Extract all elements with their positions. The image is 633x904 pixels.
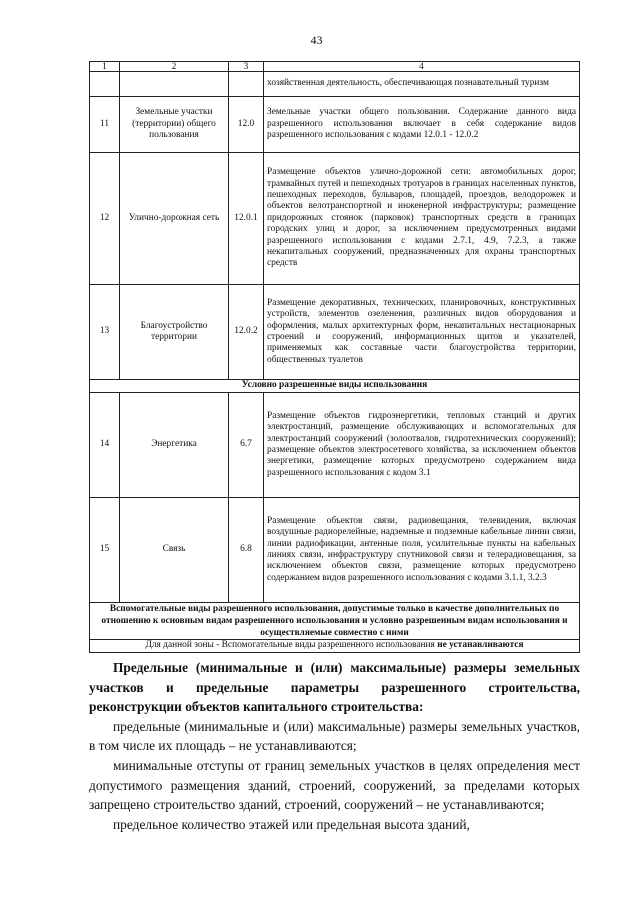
aux-section-title: Вспомогательные виды разрешенного использования, допустимые только в качестве дополнительных по отношению к основным видам разрешенного использования и условно разрешенным видам использования и осуществляемые совместно с ними <box>90 603 580 640</box>
table-row-continued <box>90 72 580 97</box>
row-desc-cell: Размещение объектов связи, радиовещания, телевидения, включая воздушные радиорелейные, надземные и подземные кабельные линии связи, линии радиофикации, антенные поля, усилительные пункты на кабельных линиях связи, инфраструктуру спутниковой связи и телерадиовещания, за исключением объектов связи, размещение которых предусмотрено содержанием видов разрешенного использования с кодами 3.1.1, 3.2.3 <box>264 498 580 603</box>
row-name-cell: Связь <box>120 498 229 603</box>
land-use-table <box>89 61 580 653</box>
row-desc-cell: Размещение объектов улично-дорожной сети: автомобильных дорог, трамвайных путей и пешеходных тротуаров в границах населенных пунктов, пешеходных переходов, бульваров, площадей, проездов, велодорожек и объектов велотранспортной и инженерной инфраструктуры; размещение придорожных стоянок (парковок) транспортных средств в границах городских улиц и дорог, за исключением предусмотренных видами разрешенного использования с кодами 2.7.1, 4.9, 7.2.3, а также некапитальных сооружений, предназначенных для охраны транспортных средств <box>264 153 580 285</box>
row-name-cell: Земельные участки (территории) общего пользования <box>120 97 229 153</box>
paragraph-setbacks: минимальные отступы от границ земельных участков в целях определения мест допустимого размещения зданий, строений, сооружений, за пределами которых запрещено строительство зданий, строений, сооружений – не устанавливаются; <box>89 757 580 813</box>
row-num-cell: 13 <box>90 285 120 380</box>
page-number: 43 <box>310 33 323 47</box>
table-row-11 <box>90 97 580 153</box>
row-name-cell: Улично-дорожная сеть <box>120 153 229 285</box>
note-text: Для данной зоны - Вспомогательные виды разрешенного использования <box>145 640 438 651</box>
row-code-cell: 6.8 <box>229 498 264 603</box>
table-row-14 <box>90 393 580 498</box>
table-row-15 <box>90 498 580 603</box>
table-row-13 <box>90 285 580 380</box>
paragraph-floors: предельное количество этажей или предельная высота зданий, <box>113 816 470 832</box>
row-desc-cell: Размещение объектов гидроэнергетики, тепловых станций и других электростанций, размещение обслуживающих и вспомогательных для электростанций сооружений (золоотвалов, гидротехнических сооружений); размещение объектов электросетевого хозяйства, за исключением объектов энергетики, размещение которых предусмотрено содержанием вида разрешенного использования с кодом 3.1 <box>264 393 580 498</box>
body-text <box>89 658 580 834</box>
row-num-cell: 11 <box>90 97 120 153</box>
header-col-4: 4 <box>264 62 580 72</box>
section-heading: Предельные (минимальные и (или) максимальные) размеры земельных участков и предельные параметры разрешенного строительства, реконструкции объектов капитального строительства: <box>89 660 580 715</box>
row-code-cell: 12.0.1 <box>229 153 264 285</box>
row-num-cell: 15 <box>90 498 120 603</box>
note-row <box>90 640 580 653</box>
paragraph-plot-sizes: предельные (минимальные и (или) максимальные) размеры земельных участков, в том числе их площадь – не устанавливаются; <box>89 718 580 754</box>
row-desc-cell: Размещение декоративных, технических, планировочных, конструктивных устройств, элементов озеленения, различных видов оборудования и оформления, малых архитектурных форм, некапитальных нестационарных строений и сооружений, информационных щитов и указателей, применяемых как составные части благоустройства территории, общественных туалетов <box>264 285 580 380</box>
row-code-cell <box>229 72 264 97</box>
note-cell <box>90 640 580 653</box>
note-bold-text: не устанавливаются <box>437 640 524 651</box>
row-num-cell <box>90 72 120 97</box>
row-code-cell: 12.0.2 <box>229 285 264 380</box>
row-desc-cell: Земельные участки общего пользования. Содержание данного вида разрешенного использования включает в себя содержание видов разрешенного использования с кодами 12.0.1 - 12.0.2 <box>264 97 580 153</box>
section-row <box>90 380 580 393</box>
row-code-cell: 12.0 <box>229 97 264 153</box>
row-desc-cell: хозяйственная деятельность, обеспечивающая познавательный туризм <box>264 72 580 97</box>
section-title: Условно разрешенные виды использования <box>90 380 580 393</box>
header-col-1: 1 <box>90 62 120 72</box>
header-col-3: 3 <box>229 62 264 72</box>
header-col-2: 2 <box>120 62 229 72</box>
row-num-cell: 14 <box>90 393 120 498</box>
row-name-cell <box>120 72 229 97</box>
table-header-row <box>90 62 580 72</box>
row-name-cell: Благоустройство территории <box>120 285 229 380</box>
row-name-cell: Энергетика <box>120 393 229 498</box>
row-code-cell: 6.7 <box>229 393 264 498</box>
aux-section-row <box>90 603 580 640</box>
row-num-cell: 12 <box>90 153 120 285</box>
table-row-12 <box>90 153 580 285</box>
